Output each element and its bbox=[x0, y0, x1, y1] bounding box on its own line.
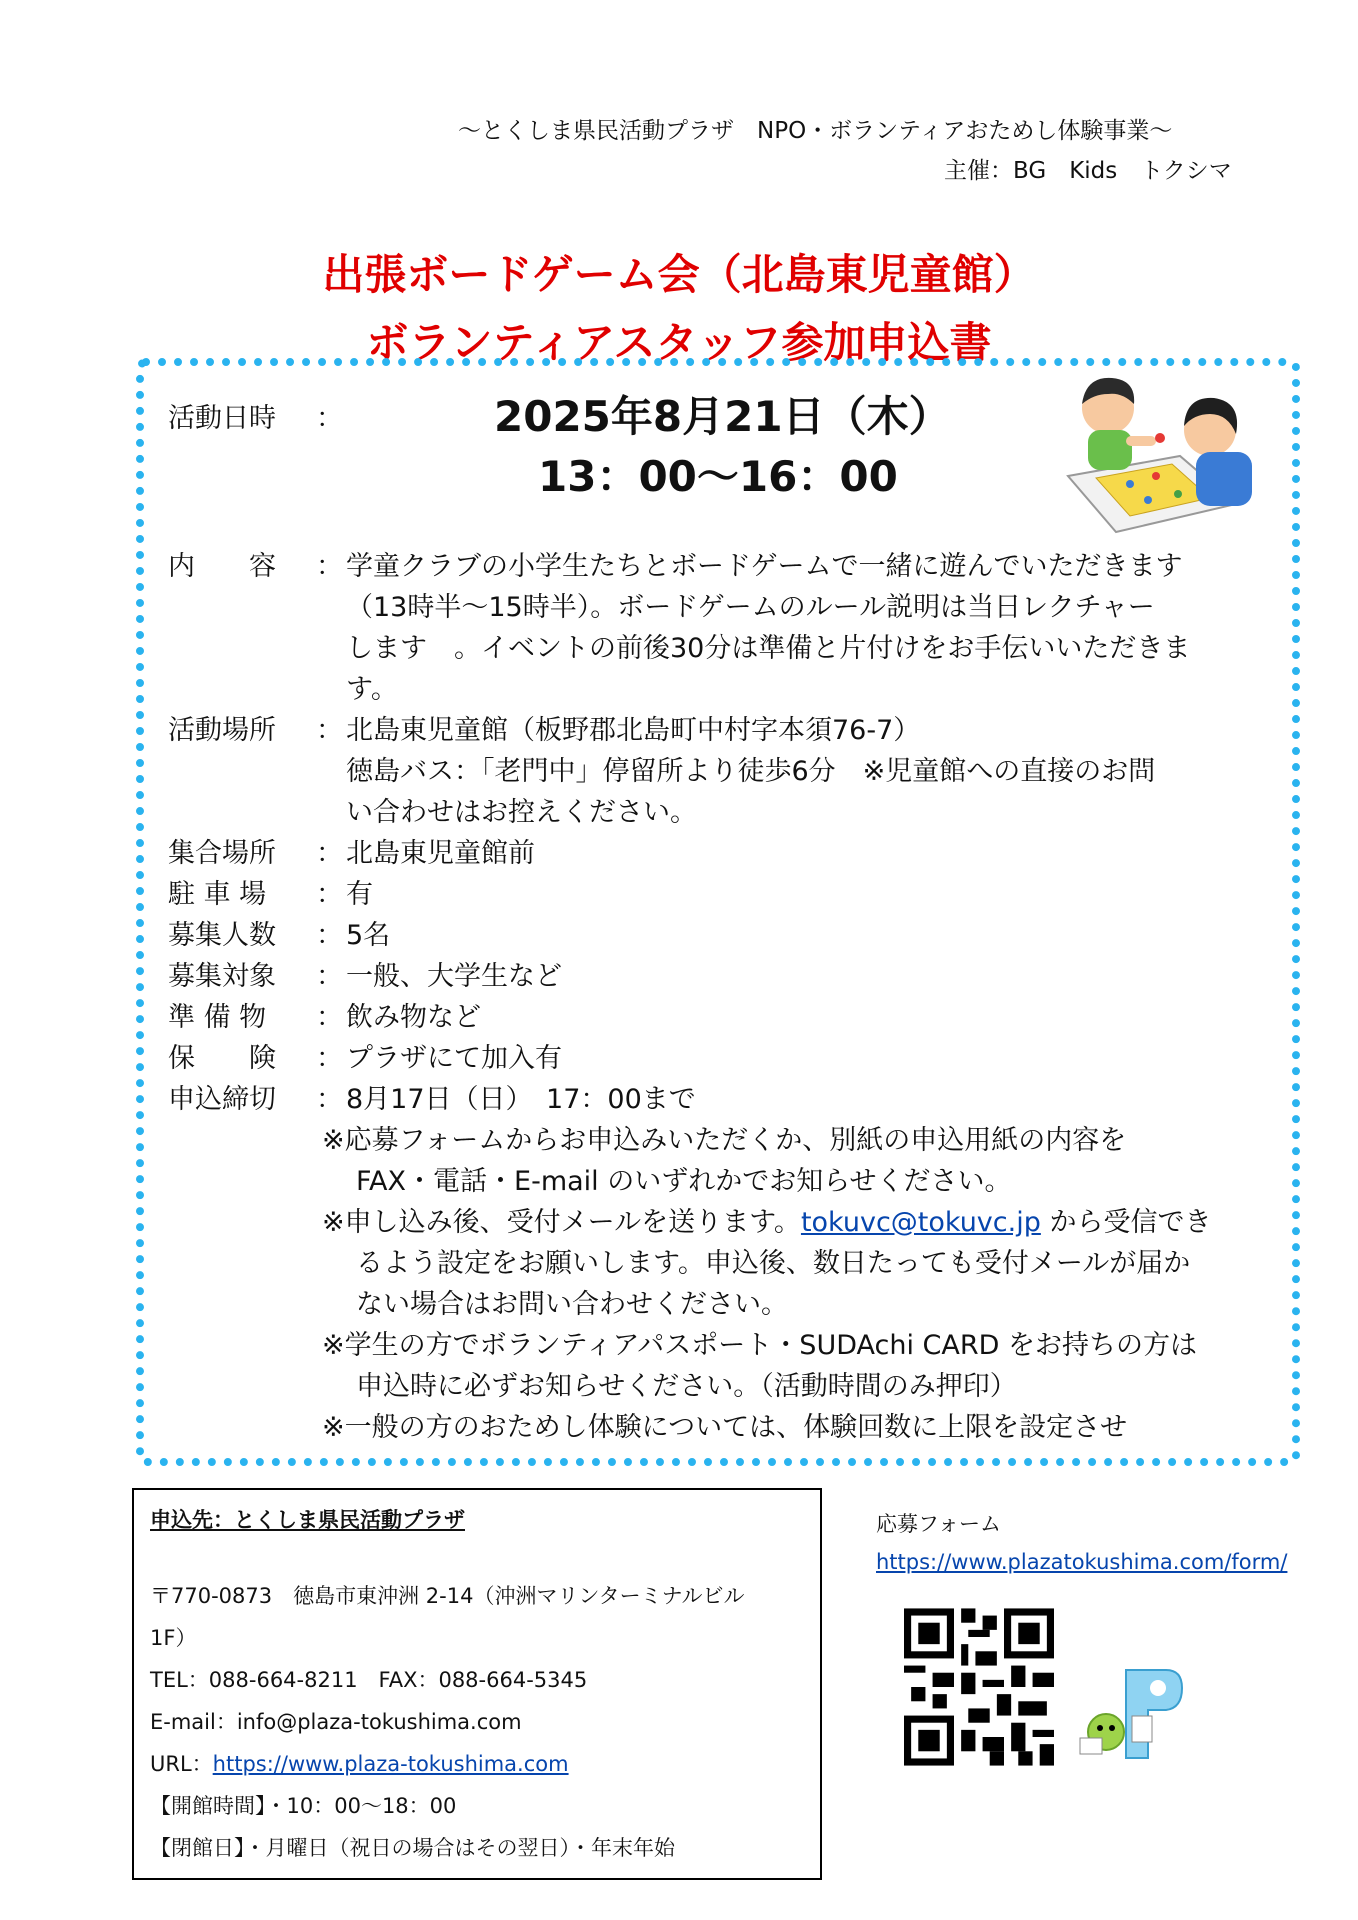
place-line-2: 徳島バス：「老門中」停留所より徒歩6分 ※児童館への直接のお問 bbox=[346, 756, 1156, 787]
meeting-label: 集合場所 bbox=[168, 838, 276, 869]
parking-label: 駐 車 場 bbox=[168, 879, 267, 910]
meeting-colon: ： bbox=[316, 838, 343, 869]
bring-colon: ： bbox=[316, 1002, 343, 1033]
note-3-line-2: 申込時に必ずお知らせください。（活動時間のみ押印） bbox=[356, 1371, 1017, 1402]
parking-colon: ： bbox=[316, 879, 343, 910]
note-1-line-2: FAX・電話・E-mail のいずれかでお知らせください。 bbox=[356, 1166, 1012, 1197]
content-line-1: 学童クラブの小学生たちとボードゲームで一緒に遊んでいただきます bbox=[346, 551, 1183, 582]
capacity-label: 募集人数 bbox=[168, 920, 276, 951]
parking-value: 有 bbox=[346, 879, 373, 910]
contact-email: E-mail：info@plaza-tokushima.com bbox=[150, 1710, 522, 1734]
target-value: 一般、大学生など bbox=[346, 961, 562, 992]
event-time: 13：00～16：00 bbox=[538, 452, 898, 501]
event-date: 2025年8月21日（木） bbox=[494, 392, 951, 441]
place-line-1: 北島東児童館（板野郡北島町中村字本須76-7） bbox=[346, 715, 921, 746]
note-2-line-2: るよう設定をお願いします。申込後、数日たっても受付メールが届か bbox=[356, 1248, 1191, 1279]
children-boardgame-illustration bbox=[1060, 364, 1260, 544]
capacity-value: 5名 bbox=[346, 920, 391, 951]
contact-url-link[interactable]: https://www.plaza-tokushima.com bbox=[212, 1752, 569, 1776]
note-1-line-1: ※応募フォームからお申込みいただくか、別紙の申込用紙の内容を bbox=[322, 1125, 1127, 1156]
meeting-value: 北島東児童館前 bbox=[346, 838, 535, 869]
content-line-2: （13時半～15時半）。ボードゲームのルール説明は当日レクチャー bbox=[346, 592, 1155, 623]
note-2-text: ※申し込み後、受付メールを送ります。 bbox=[322, 1207, 801, 1238]
deadline-label: 申込締切 bbox=[168, 1084, 276, 1115]
form-label: 応募フォーム bbox=[876, 1512, 1001, 1536]
note-4-line-1: ※一般の方のおためし体験については、体験回数に上限を設定させ bbox=[322, 1412, 1128, 1443]
note-2-text-end: から受信でき bbox=[1049, 1207, 1212, 1238]
contact-url-row bbox=[150, 1748, 569, 1778]
schedule-colon: ： bbox=[316, 403, 343, 434]
insurance-value: プラザにて加入有 bbox=[346, 1043, 562, 1074]
program-subtitle: ～とくしま県民活動プラザ NPO・ボランティアおためし体験事業～ bbox=[458, 118, 1173, 144]
deadline-colon: ： bbox=[316, 1084, 343, 1115]
bring-label: 準 備 物 bbox=[168, 1002, 267, 1033]
note-2-line-3: ない場合はお問い合わせください。 bbox=[356, 1289, 788, 1320]
content-colon: ： bbox=[316, 551, 343, 582]
capacity-colon: ： bbox=[316, 920, 343, 951]
place-colon: ： bbox=[316, 715, 343, 746]
contact-tel-fax: TEL：088-664-8211 FAX：088-664-5345 bbox=[150, 1668, 588, 1692]
place-line-3: い合わせはお控えください。 bbox=[346, 797, 697, 828]
place-label: 活動場所 bbox=[168, 715, 276, 746]
insurance-colon: ： bbox=[316, 1043, 343, 1074]
contact-closed-days: 【閉館日】・月曜日（祝日の場合はその翌日）・年末年始 bbox=[150, 1836, 675, 1860]
form-title: ボランティアスタッフ参加申込書 bbox=[366, 318, 992, 367]
contact-hours: 【開館時間】・10：00～18：00 bbox=[150, 1794, 457, 1818]
target-label: 募集対象 bbox=[168, 961, 276, 992]
contact-heading: 申込先：とくしま県民活動プラザ bbox=[150, 1508, 465, 1532]
contact-address-2: 1F） bbox=[150, 1626, 197, 1650]
deadline-value: 8月17日（日） 17：00まで bbox=[346, 1084, 696, 1115]
form-url-link[interactable]: https://www.plazatokushima.com/form/ bbox=[876, 1550, 1288, 1574]
schedule-label: 活動日時 bbox=[168, 403, 276, 434]
target-colon: ： bbox=[316, 961, 343, 992]
plaza-p-mascot-icon bbox=[1074, 1666, 1186, 1764]
contact-address-1: 〒770-0873 徳島市東沖洲 2-14（沖洲マリンターミナルビル bbox=[150, 1584, 745, 1608]
insurance-label: 保 険 bbox=[168, 1043, 276, 1074]
note-3-line-1: ※学生の方でボランティアパスポート・SUDAchi CARD をお持ちの方は bbox=[322, 1330, 1198, 1361]
content-line-4: す。 bbox=[346, 674, 398, 705]
organizer: 主催：BG Kids トクシマ bbox=[944, 158, 1232, 184]
event-title: 出張ボードゲーム会（北島東児童館） bbox=[322, 250, 1036, 299]
note-2-line-1 bbox=[322, 1200, 1211, 1239]
contact-url-label: URL： bbox=[150, 1752, 213, 1776]
content-label: 内 容 bbox=[168, 551, 276, 582]
content-line-3: します 。イベントの前後30分は準備と片付けをお手伝いいただきま bbox=[346, 633, 1191, 664]
bring-value: 飲み物など bbox=[346, 1002, 481, 1033]
qr-code-icon[interactable] bbox=[904, 1608, 1054, 1766]
contact-email-link[interactable]: tokuvc@tokuvc.jp bbox=[800, 1207, 1041, 1238]
